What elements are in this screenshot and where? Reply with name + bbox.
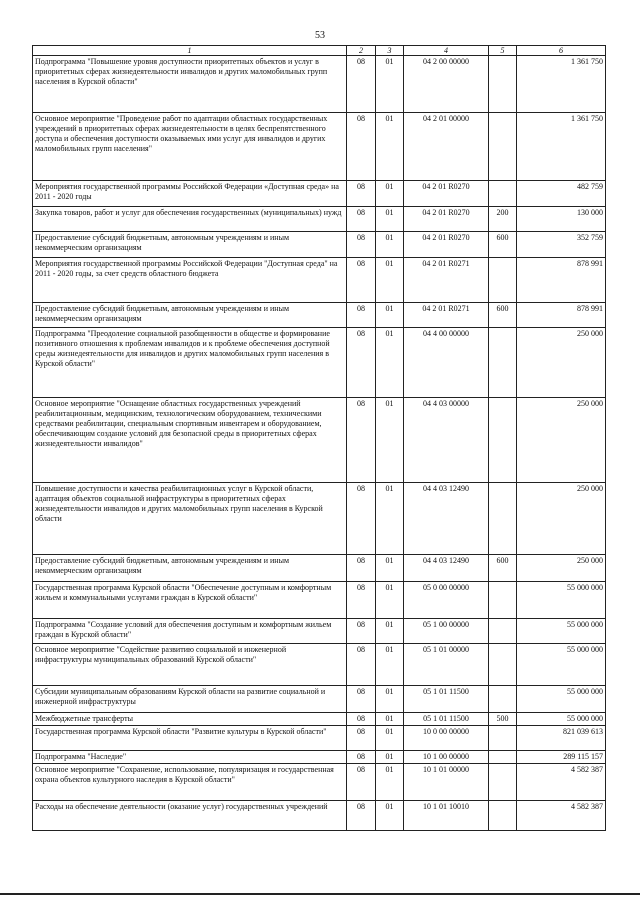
row-subsection: 01 — [376, 644, 404, 686]
row-subsection: 01 — [376, 582, 404, 619]
row-target-code: 05 1 01 11500 — [404, 713, 489, 726]
row-name: Основное мероприятие "Оснащение областных государственных учреждений реабилитационным, медицинским, технологическим оборудованием, техническими средствами реабилитации, специальным спортивным инвентарем и оборудованием, обеспечивающим создание условий для безопасной среды в приоритетных сферах жизнедеятельности инвалидов" — [33, 398, 347, 483]
row-amount: 878 991 — [517, 303, 606, 328]
row-target-code: 10 1 01 10010 — [404, 801, 489, 831]
row-section: 08 — [347, 258, 376, 303]
row-section: 08 — [347, 181, 376, 207]
row-section: 08 — [347, 232, 376, 258]
row-section: 08 — [347, 619, 376, 644]
row-subsection: 01 — [376, 801, 404, 831]
table-row — [33, 303, 606, 328]
row-subsection: 01 — [376, 303, 404, 328]
row-amount: 250 000 — [517, 328, 606, 398]
table-row — [33, 483, 606, 555]
row-section: 08 — [347, 644, 376, 686]
row-name: Предоставление субсидий бюджетным, автономным учреждениям и иным некоммерческим организациям — [33, 232, 347, 258]
row-amount: 1 361 750 — [517, 113, 606, 181]
row-target-code: 04 2 01 R0271 — [404, 258, 489, 303]
row-expense-type — [489, 113, 517, 181]
row-name: Основное мероприятие "Проведение работ по адаптации областных государственных учреждений в приоритетных сферах жизнедеятельности в целях беспрепятственного доступа и обеспечения доступности оказываемых ими услуг для инвалидов и других маломобильных групп населения" — [33, 113, 347, 181]
table-row — [33, 56, 606, 113]
row-amount: 55 000 000 — [517, 619, 606, 644]
table-row — [33, 555, 606, 582]
row-expense-type — [489, 181, 517, 207]
row-expense-type — [489, 56, 517, 113]
row-target-code: 04 2 01 R0270 — [404, 232, 489, 258]
column-header-3: 3 — [376, 46, 404, 56]
row-name: Основное мероприятие "Сохранение, использование, популяризация и государственная охрана объектов культурного наследия в Курской области" — [33, 764, 347, 801]
row-expense-type — [489, 801, 517, 831]
row-expense-type — [489, 258, 517, 303]
table-row — [33, 232, 606, 258]
table-row — [33, 619, 606, 644]
row-name: Мероприятия государственной программы Российской Федерации "Доступная среда" на 2011 - 2020 годы, за счет средств областного бюджета — [33, 258, 347, 303]
row-name: Основное мероприятие "Содействие развитию социальной и инженерной инфраструктуры муниципальных образований Курской области" — [33, 644, 347, 686]
row-name: Закупка товаров, работ и услуг для обеспечения государственных (муниципальных) нужд — [33, 207, 347, 232]
row-amount: 55 000 000 — [517, 686, 606, 713]
row-target-code: 10 1 01 00000 — [404, 764, 489, 801]
row-section: 08 — [347, 582, 376, 619]
row-section: 08 — [347, 113, 376, 181]
row-target-code: 04 4 03 12490 — [404, 555, 489, 582]
row-amount: 1 361 750 — [517, 56, 606, 113]
row-amount: 250 000 — [517, 483, 606, 555]
row-expense-type — [489, 751, 517, 764]
row-expense-type: 600 — [489, 555, 517, 582]
row-section: 08 — [347, 726, 376, 751]
row-amount: 250 000 — [517, 555, 606, 582]
row-section: 08 — [347, 751, 376, 764]
row-section: 08 — [347, 555, 376, 582]
row-expense-type: 500 — [489, 713, 517, 726]
table-row — [33, 258, 606, 303]
column-header-5: 5 — [489, 46, 517, 56]
row-name: Повышение доступности и качества реабилитационных услуг в Курской области, адаптация объектов социальной инфраструктуры в приоритетных сферах жизнедеятельности инвалидов и других маломобильных групп населения в Курской области — [33, 483, 347, 555]
row-target-code: 05 0 00 00000 — [404, 582, 489, 619]
row-subsection: 01 — [376, 181, 404, 207]
table-row — [33, 764, 606, 801]
page-number: 53 — [315, 30, 325, 41]
row-expense-type: 600 — [489, 232, 517, 258]
row-subsection: 01 — [376, 726, 404, 751]
table-row — [33, 207, 606, 232]
row-section: 08 — [347, 56, 376, 113]
table-row — [33, 582, 606, 619]
row-name: Подпрограмма "Наследие" — [33, 751, 347, 764]
row-name: Государственная программа Курской области "Развитие культуры в Курской области" — [33, 726, 347, 751]
column-header-2: 2 — [347, 46, 376, 56]
row-target-code: 04 4 03 00000 — [404, 398, 489, 483]
table-row — [33, 644, 606, 686]
row-section: 08 — [347, 686, 376, 713]
row-name: Подпрограмма "Преодоление социальной разобщенности в обществе и формирование позитивного отношения к проблемам инвалидов и к проблеме обеспечения доступной среды жизнедеятельности для инвалидов и других маломобильных групп населения в Курской области" — [33, 328, 347, 398]
row-subsection: 01 — [376, 258, 404, 303]
row-section: 08 — [347, 328, 376, 398]
row-target-code: 04 2 01 R0271 — [404, 303, 489, 328]
table-row — [33, 751, 606, 764]
row-subsection: 01 — [376, 713, 404, 726]
row-target-code: 04 2 01 R0270 — [404, 207, 489, 232]
row-name: Субсидии муниципальным образованиям Курской области на развитие социальной и инженерной инфраструктуры — [33, 686, 347, 713]
row-target-code: 05 1 00 00000 — [404, 619, 489, 644]
row-name: Подпрограмма "Создание условий для обеспечения доступным и комфортным жильем граждан в Курской области" — [33, 619, 347, 644]
row-section: 08 — [347, 483, 376, 555]
table-row — [33, 398, 606, 483]
row-section: 08 — [347, 303, 376, 328]
column-header-4: 4 — [404, 46, 489, 56]
row-expense-type — [489, 644, 517, 686]
row-subsection: 01 — [376, 764, 404, 801]
table-row — [33, 801, 606, 831]
row-section: 08 — [347, 398, 376, 483]
row-target-code: 04 4 03 12490 — [404, 483, 489, 555]
row-expense-type: 200 — [489, 207, 517, 232]
table-row — [33, 713, 606, 726]
row-amount: 4 582 387 — [517, 764, 606, 801]
row-expense-type — [489, 686, 517, 713]
row-target-code: 04 2 01 R0270 — [404, 181, 489, 207]
row-amount: 352 759 — [517, 232, 606, 258]
row-subsection: 01 — [376, 113, 404, 181]
row-amount: 55 000 000 — [517, 713, 606, 726]
row-target-code: 10 0 00 00000 — [404, 726, 489, 751]
row-subsection: 01 — [376, 232, 404, 258]
table-row — [33, 726, 606, 751]
row-target-code: 05 1 01 11500 — [404, 686, 489, 713]
row-target-code: 04 2 00 00000 — [404, 56, 489, 113]
table-row — [33, 113, 606, 181]
row-amount: 878 991 — [517, 258, 606, 303]
row-amount: 482 759 — [517, 181, 606, 207]
row-amount: 250 000 — [517, 398, 606, 483]
row-subsection: 01 — [376, 555, 404, 582]
table-row — [33, 686, 606, 713]
row-expense-type — [489, 483, 517, 555]
row-amount: 4 582 387 — [517, 801, 606, 831]
budget-table — [32, 45, 606, 831]
row-expense-type — [489, 328, 517, 398]
table-row — [33, 328, 606, 398]
row-subsection: 01 — [376, 398, 404, 483]
row-section: 08 — [347, 713, 376, 726]
column-header-1: 1 — [33, 46, 347, 56]
row-amount: 821 039 613 — [517, 726, 606, 751]
table-row — [33, 181, 606, 207]
row-amount: 289 115 157 — [517, 751, 606, 764]
row-name: Подпрограмма "Повышение уровня доступности приоритетных объектов и услуг в приоритетных сферах жизнедеятельности инвалидов и других маломобильных групп населения в Курской области" — [33, 56, 347, 113]
row-name: Расходы на обеспечение деятельности (оказание услуг) государственных учреждений — [33, 801, 347, 831]
bottom-divider — [0, 893, 640, 895]
row-section: 08 — [347, 207, 376, 232]
row-name: Предоставление субсидий бюджетным, автономным учреждениям и иным некоммерческим организациям — [33, 555, 347, 582]
row-subsection: 01 — [376, 207, 404, 232]
row-name: Межбюджетные трансферты — [33, 713, 347, 726]
row-target-code: 04 4 00 00000 — [404, 328, 489, 398]
table-header-row — [33, 46, 606, 56]
row-expense-type — [489, 582, 517, 619]
row-subsection: 01 — [376, 328, 404, 398]
row-amount: 55 000 000 — [517, 644, 606, 686]
row-expense-type — [489, 764, 517, 801]
row-section: 08 — [347, 801, 376, 831]
row-subsection: 01 — [376, 619, 404, 644]
row-expense-type — [489, 619, 517, 644]
row-subsection: 01 — [376, 483, 404, 555]
row-amount: 55 000 000 — [517, 582, 606, 619]
row-subsection: 01 — [376, 686, 404, 713]
row-target-code: 10 1 00 00000 — [404, 751, 489, 764]
row-target-code: 04 2 01 00000 — [404, 113, 489, 181]
row-expense-type: 600 — [489, 303, 517, 328]
row-name: Предоставление субсидий бюджетным, автономным учреждениям и иным некоммерческим организациям — [33, 303, 347, 328]
row-expense-type — [489, 398, 517, 483]
row-expense-type — [489, 726, 517, 751]
row-name: Государственная программа Курской области "Обеспечение доступным и комфортным жильем и коммунальными услугами граждан в Курской области" — [33, 582, 347, 619]
row-target-code: 05 1 01 00000 — [404, 644, 489, 686]
row-amount: 130 000 — [517, 207, 606, 232]
row-subsection: 01 — [376, 56, 404, 113]
row-subsection: 01 — [376, 751, 404, 764]
column-header-6: 6 — [517, 46, 606, 56]
row-name: Мероприятия государственной программы Российской Федерации «Доступная среда» на 2011 - 2020 годы — [33, 181, 347, 207]
row-section: 08 — [347, 764, 376, 801]
